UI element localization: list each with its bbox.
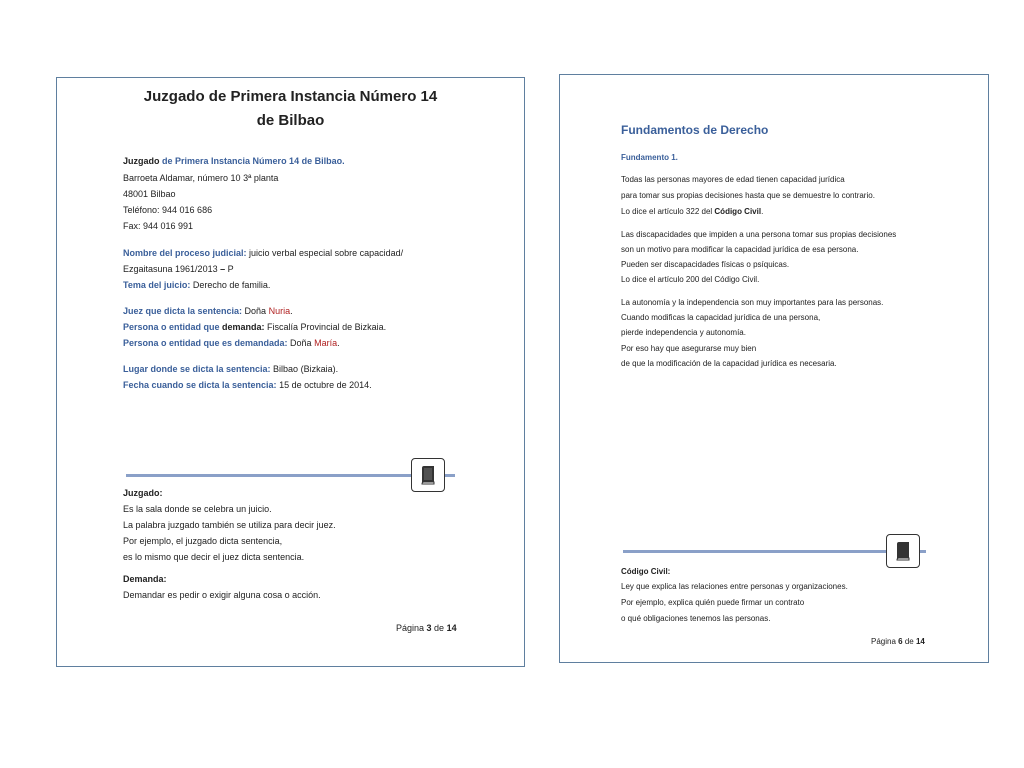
glossary-line: Ley que explica las relaciones entre personas y organizaciones. [621, 582, 848, 591]
paragraph-line: Lo dice el artículo 200 del Código Civil. [621, 275, 760, 284]
paragraph-line: son un motivo para modificar la capacidad jurídica de esa persona. [621, 245, 859, 254]
defendant-end: . [337, 338, 340, 348]
process-value: juicio verbal especial sobre capacidad/ [246, 248, 404, 258]
plaintiff-value: Fiscalía Provincial de Bizkaia. [264, 322, 387, 332]
paragraph-line: Todas las personas mayores de edad tienen capacidad jurídica [621, 175, 845, 184]
postal-line: 48001 Bilbao [123, 189, 176, 199]
page-title-line1: Juzgado de Primera Instancia Número 14 [143, 88, 438, 105]
paragraph-line: Pueden ser discapacidades físicas o psíquicas. [621, 260, 790, 269]
section-heading: Fundamentos de Derecho [621, 123, 769, 137]
defendant-line [123, 338, 340, 349]
judge-name: Nuria [268, 306, 291, 316]
footer-page-number: 3 [426, 623, 432, 633]
date-value: 15 de octubre de 2014. [276, 380, 372, 390]
process-line-2 [123, 264, 234, 275]
footer-label: Página [396, 623, 427, 633]
glossary-line: es lo mismo que decir el juez dicta sentencia. [123, 552, 305, 562]
address-line: Barroeta Aldamar, número 10 3ª planta [123, 173, 279, 183]
footer-label: Página [871, 637, 899, 646]
plaintiff-line [123, 322, 386, 333]
place-label: Lugar donde se dicta la sentencia: [123, 364, 271, 374]
footer-page-number: 6 [898, 637, 903, 646]
court-line [123, 156, 345, 167]
judge-line [123, 306, 293, 317]
glossary-line: Por ejemplo, el juzgado dicta sentencia, [123, 536, 283, 546]
document-page-right [559, 74, 989, 663]
plaintiff-label: Persona o entidad que [123, 322, 223, 332]
book-icon [886, 534, 920, 568]
footer-of: de [902, 637, 916, 646]
glossary-line: o qué obligaciones tenemos las personas. [621, 614, 771, 623]
paragraph-line: Las discapacidades que impiden a una persona tomar sus propias decisiones [621, 230, 897, 239]
book-icon [411, 458, 445, 492]
topic-label: Tema del juicio: [123, 280, 191, 290]
section-subheading: Fundamento 1. [621, 153, 678, 162]
paragraph-line: La autonomía y la independencia son muy importantes para las personas. [621, 298, 884, 307]
plaintiff-label-term: demanda [222, 322, 262, 332]
process-suffix: P [225, 264, 234, 274]
page-title-line2: de Bilbao [256, 112, 325, 129]
code-term: Código Civil [714, 207, 762, 216]
process-line [123, 248, 403, 259]
court-name: de Primera Instancia Número 14 de Bilbao. [159, 156, 345, 166]
judge-label: Juez que dicta la sentencia: [123, 306, 243, 316]
glossary-line: La palabra juzgado también se utiliza para decir juez. [123, 520, 336, 530]
process-code: Ezgaitasuna 1961/2013 [123, 264, 221, 274]
defendant-title: Doña [287, 338, 315, 348]
footer-page-total: 14 [446, 623, 457, 633]
paragraph-line: Por eso hay que asegurarse muy bien [621, 344, 757, 353]
process-label: Nombre del proceso judicial: [123, 248, 247, 258]
phone-line: Teléfono: 944 016 686 [123, 205, 213, 215]
plaintiff-label-colon: : [261, 322, 265, 332]
glossary-separator [623, 550, 926, 553]
date-label: Fecha cuando se dicta la sentencia: [123, 380, 277, 390]
glossary-line: Es la sala donde se celebra un juicio. [123, 504, 272, 514]
topic-value: Derecho de familia. [190, 280, 271, 290]
glossary-term-demanda: Demanda: [123, 574, 167, 584]
glossary-line: Demandar es pedir o exigir alguna cosa o acción. [123, 590, 321, 600]
footer-page-total: 14 [915, 637, 925, 646]
page-footer [396, 623, 457, 633]
glossary-line: Por ejemplo, explica quién puede firmar un contrato [621, 598, 805, 607]
paragraph-line: pierde independencia y autonomía. [621, 328, 746, 337]
topic-line [123, 280, 270, 291]
judge-end: . [290, 306, 293, 316]
judge-title: Doña [242, 306, 269, 316]
defendant-label: Persona o entidad que es demandada: [123, 338, 288, 348]
fax-line: Fax: 944 016 991 [123, 221, 194, 231]
process-dash: – [220, 264, 226, 274]
court-label: Juzgado [123, 156, 160, 166]
footer-of: de [431, 623, 447, 633]
place-line [123, 364, 338, 375]
date-line [123, 380, 372, 391]
paragraph-line [621, 206, 763, 217]
document-page-left [56, 77, 525, 667]
defendant-name: María [314, 338, 338, 348]
period: . [761, 207, 764, 216]
glossary-separator [126, 474, 455, 477]
paragraph-line: de que la modificación de la capacidad jurídica es necesaria. [621, 359, 837, 368]
place-value: Bilbao (Bizkaia). [270, 364, 339, 374]
paragraph-line: Cuando modificas la capacidad jurídica de una persona, [621, 313, 821, 322]
glossary-term-juzgado: Juzgado: [123, 488, 163, 498]
article-ref: Lo dice el artículo 322 del [621, 207, 715, 216]
glossary-term-codigo-civil: Código Civil: [621, 567, 671, 576]
page-footer [871, 637, 925, 646]
paragraph-line: para tomar sus propias decisiones hasta que se demuestre lo contrario. [621, 191, 875, 200]
